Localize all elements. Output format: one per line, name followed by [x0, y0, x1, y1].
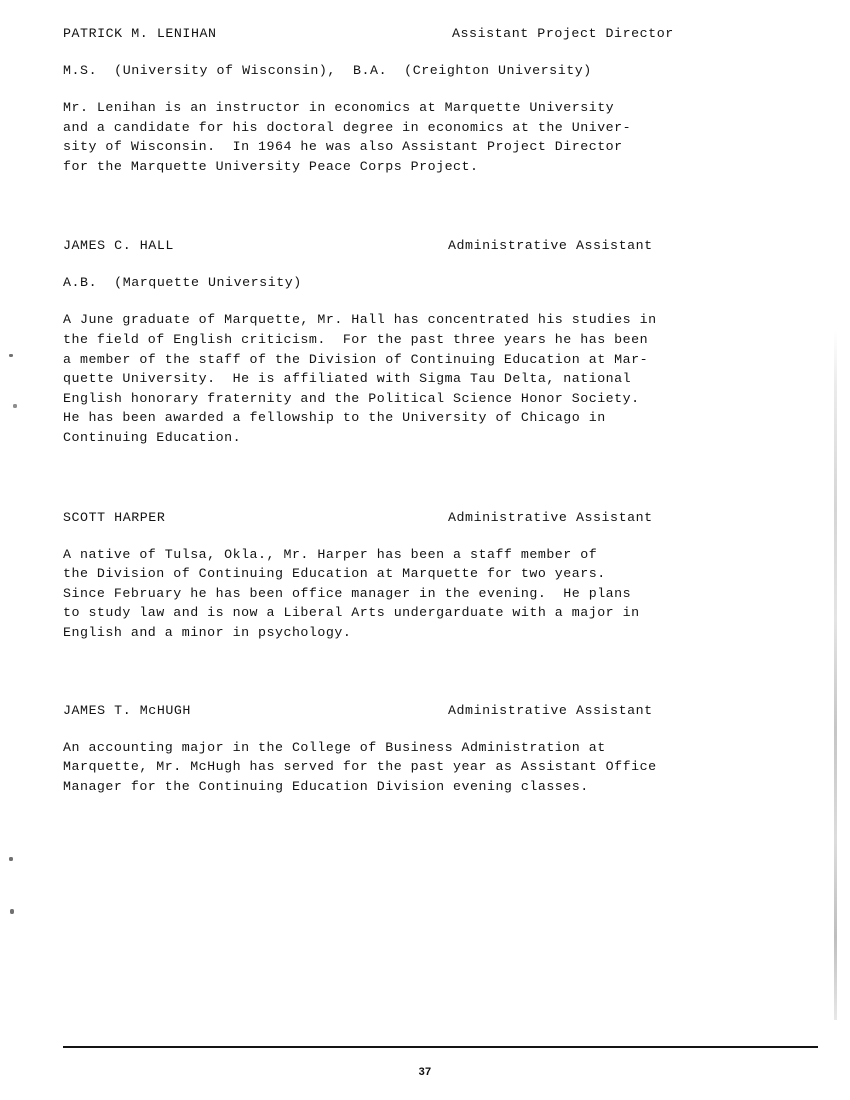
- staff-title: Administrative Assistant: [448, 238, 653, 254]
- section-spacer: [63, 176, 823, 236]
- bio-line: Manager for the Continuing Education Division evening classes.: [63, 778, 589, 794]
- scan-speck-artifact: [10, 909, 14, 914]
- staff-entry-mchugh: [63, 701, 823, 797]
- section-spacer: [63, 643, 823, 701]
- bio-line: Mr. Lenihan is an instructor in economics at Marquette University: [63, 100, 615, 115]
- staff-degrees: A.B. (Marquette University): [63, 275, 302, 291]
- scan-speck-artifact: [9, 354, 13, 357]
- bio-line: English honorary fraternity and the Political Science Honor Society.: [63, 390, 640, 406]
- staff-biography: [63, 545, 823, 643]
- bio-line: quette University. He is affiliated with Sigma Tau Delta, national: [63, 371, 632, 387]
- staff-title: Administrative Assistant: [448, 509, 653, 525]
- bio-line: Since February he has been office manager in the evening. He plans: [63, 585, 632, 601]
- bio-line: He has been awarded a fellowship to the University of Chicago in: [63, 410, 606, 426]
- scan-edge-artifact: [834, 330, 837, 1020]
- staff-name: JAMES T. McHUGH: [63, 702, 191, 718]
- bio-line: to study law and is now a Liberal Arts undergarduate with a major in: [63, 605, 640, 621]
- document-body: [63, 24, 823, 796]
- entry-header: [63, 508, 823, 527]
- bio-line: English and a minor in psychology.: [63, 624, 352, 640]
- staff-title: Assistant Project Director: [452, 26, 674, 41]
- scan-speck-artifact: [9, 857, 13, 861]
- bio-line: A native of Tulsa, Okla., Mr. Harper has been a staff member of: [63, 546, 598, 562]
- bio-line: and a candidate for his doctoral degree in economics at the Univer-: [63, 119, 632, 135]
- section-spacer: [63, 448, 823, 508]
- footer-divider: [63, 1046, 818, 1048]
- bio-line: An accounting major in the College of Business Administration at: [63, 739, 606, 755]
- bio-line: Continuing Education.: [63, 429, 242, 445]
- bio-line: A June graduate of Marquette, Mr. Hall has concentrated his studies in: [63, 312, 657, 328]
- staff-title: Administrative Assistant: [448, 702, 653, 718]
- bio-line: sity of Wisconsin. In 1964 he was also Assistant Project Director: [63, 139, 623, 155]
- staff-biography: [63, 98, 823, 176]
- staff-name: PATRICK M. LENIHAN: [63, 26, 217, 41]
- staff-entry-lenihan: [63, 24, 823, 176]
- scan-speck-artifact: [13, 404, 17, 408]
- bio-line: a member of the staff of the Division of Continuing Education at Mar-: [63, 351, 649, 367]
- staff-name: JAMES C. HALL: [63, 238, 174, 254]
- bio-line: for the Marquette University Peace Corps Project.: [63, 158, 479, 174]
- staff-name: SCOTT HARPER: [63, 509, 166, 525]
- staff-biography: [63, 310, 823, 447]
- staff-entry-harper: [63, 508, 823, 643]
- entry-header: [63, 236, 823, 255]
- entry-header: [63, 24, 823, 43]
- bio-line: Marquette, Mr. McHugh has served for the past year as Assistant Office: [63, 759, 657, 775]
- staff-biography: [63, 738, 823, 797]
- staff-entry-hall: [63, 236, 823, 447]
- bio-line: the Division of Continuing Education at Marquette for two years.: [63, 566, 606, 582]
- page-number: 37: [418, 1066, 432, 1078]
- staff-degrees: M.S. (University of Wisconsin), B.A. (Creighton University): [63, 63, 592, 78]
- entry-header: [63, 701, 823, 720]
- bio-line: the field of English criticism. For the past three years he has been: [63, 331, 649, 347]
